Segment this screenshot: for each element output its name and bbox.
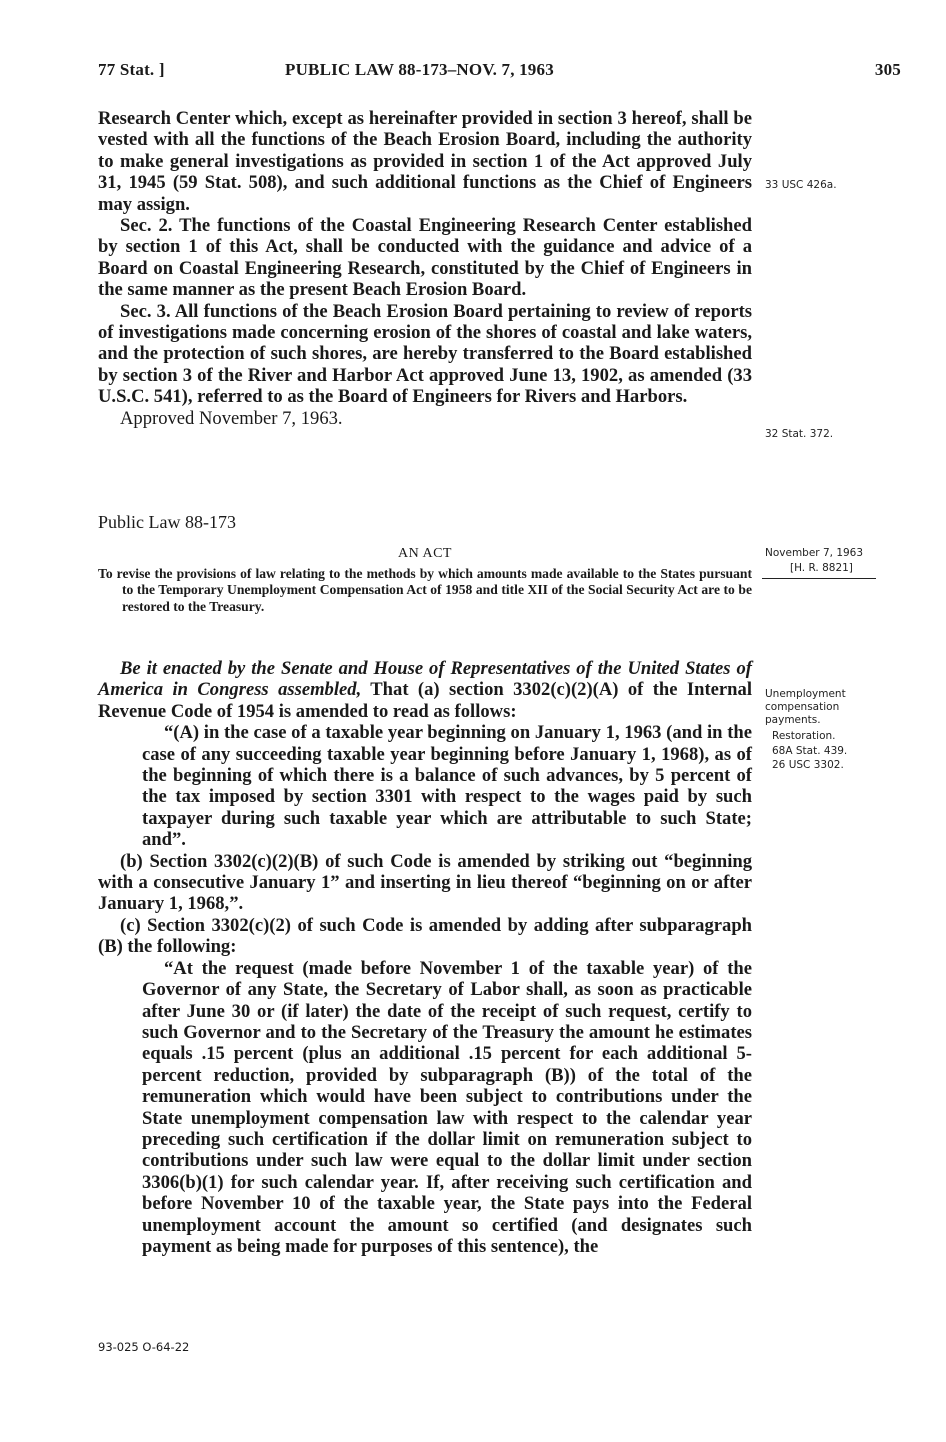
- margin-note-32-stat: 32 Stat. 372.: [765, 428, 834, 440]
- paragraph-continuation: Research Center which, except as hereinafter provided in section 3 hereof, shall be vested with all the functions of the Beach Erosion Board, including the authority to make general investigations as provided in section 1 of the Act approved July 31, 1945 (59 Stat. 508), and such additional functions as the Chief of Engineers may assign.: [98, 108, 752, 215]
- act-heading: AN ACT: [398, 546, 452, 561]
- quoted-subparagraph-a: [98, 722, 752, 850]
- section-2: Sec. 2. The functions of the Coastal Engineering Research Center established by section 1 of this Act, shall be conducted with the guidance and advice of a Board on Coastal Engineering Research, constituted by the Chief of Engineers in the same manner as the present Beach Erosion Board.: [98, 215, 752, 301]
- public-law-title: Public Law 88-173: [98, 512, 236, 532]
- section-3: Sec. 3. All functions of the Beach Erosion Board pertaining to review of reports of investigations made concerning erosion of the shores of coastal and lake waters, and the protection of such shores, are hereby transferred to the Board established by section 3 of the River and Harbor Act approved June 13, 1902, as amended (33 U.S.C. 541), referred to as the Board of Engineers for Rivers and Harbors.: [98, 300, 752, 408]
- enacting-clause: [98, 658, 752, 722]
- subsection-c: (c) Section 3302(c)(2) of such Code is amended by adding after subparagraph (B) the following:: [98, 914, 752, 958]
- quoted-subsection-c: [98, 958, 752, 1258]
- header-stat-reference: 77 Stat. ]: [98, 60, 165, 79]
- approved-date: Approved November 7, 1963.: [120, 407, 343, 429]
- quote-a-text: “(A) in the case of a taxable year beginning on January 1, 1963 (and in the case of any succeeding taxable year beginning before January 1, 1968), as of the beginning of which there is a balance of such advances, by 5 percent of the tax imposed by section 3301 with respect to the wages paid by such taxpayer during such taxable year which are attributable to such State; and”.: [142, 722, 752, 851]
- margin-note-33-usc: 33 USC 426a.: [765, 179, 837, 191]
- quote-c-text: “At the request (made before November 1 of the taxable year) of the Governor of any State, the Secretary of Labor shall, as soon as practicable after June 30 or (if later) the date of the receipt of such request, certify to such Governor and to the Secretary of the Treasury the amount he estimates equals .15 percent (plus an additional .15 percent for each additional 5-percent reduction, provided by subparagraph (B)) of the total of the remuneration which would have been subject to contributions under the State unemployment compensation law with respect to the calendar year preceding such certification if the dollar limit on remuneration subject to contributions under such law were equal to the dollar limit under section 3306(b)(1) for such calendar year. If, after receiving such certification and before November 10 of the taxable year, the State pays into the Federal unemployment account the amount so certified (and designates such payment as being made for purposes of this sentence), the: [142, 957, 752, 1257]
- margin-note-restoration: Restoration.: [772, 730, 836, 742]
- margin-note-date: November 7, 1963: [765, 547, 864, 559]
- margin-divider: [762, 578, 876, 579]
- footer-print-code: 93-025 O-64-22: [98, 1340, 190, 1354]
- header-title: PUBLIC LAW 88-173–NOV. 7, 1963: [285, 60, 554, 79]
- previous-law-text: [98, 108, 752, 429]
- margin-note-26-usc: 26 USC 3302.: [772, 759, 844, 771]
- new-law-text: [98, 658, 752, 1257]
- margin-note-compensation: compensation payments.: [765, 701, 840, 726]
- enacting-clause-rest: That (a) section 3302(c)(2)(A) of the Internal Revenue Code of 1954 is amended to read as follows:: [98, 679, 752, 722]
- page-number: 305: [874, 60, 901, 79]
- act-purpose-text: To revise the provisions of law relating to the methods by which amounts made available to the States pursuant to the Temporary Unemployment Compensation Act of 1958 and title XII of the Social Security Act are to be restored to the Treasury.: [98, 566, 752, 614]
- enacting-clause-italic: Be it enacted by the Senate and House of Representatives of the United States of America in Congress assembled,: [98, 658, 752, 701]
- margin-note-bill: [H. R. 8821]: [790, 562, 853, 574]
- subsection-b: (b) Section 3302(c)(2)(B) of such Code is amended by striking out “beginning with a consecutive January 1” and inserting in lieu thereof “beginning on or after January 1, 1968,”.: [98, 850, 752, 915]
- margin-note-68a-stat: 68A Stat. 439.: [772, 745, 848, 757]
- act-purpose: [98, 566, 752, 615]
- margin-note-unemployment: Unemployment: [765, 688, 846, 700]
